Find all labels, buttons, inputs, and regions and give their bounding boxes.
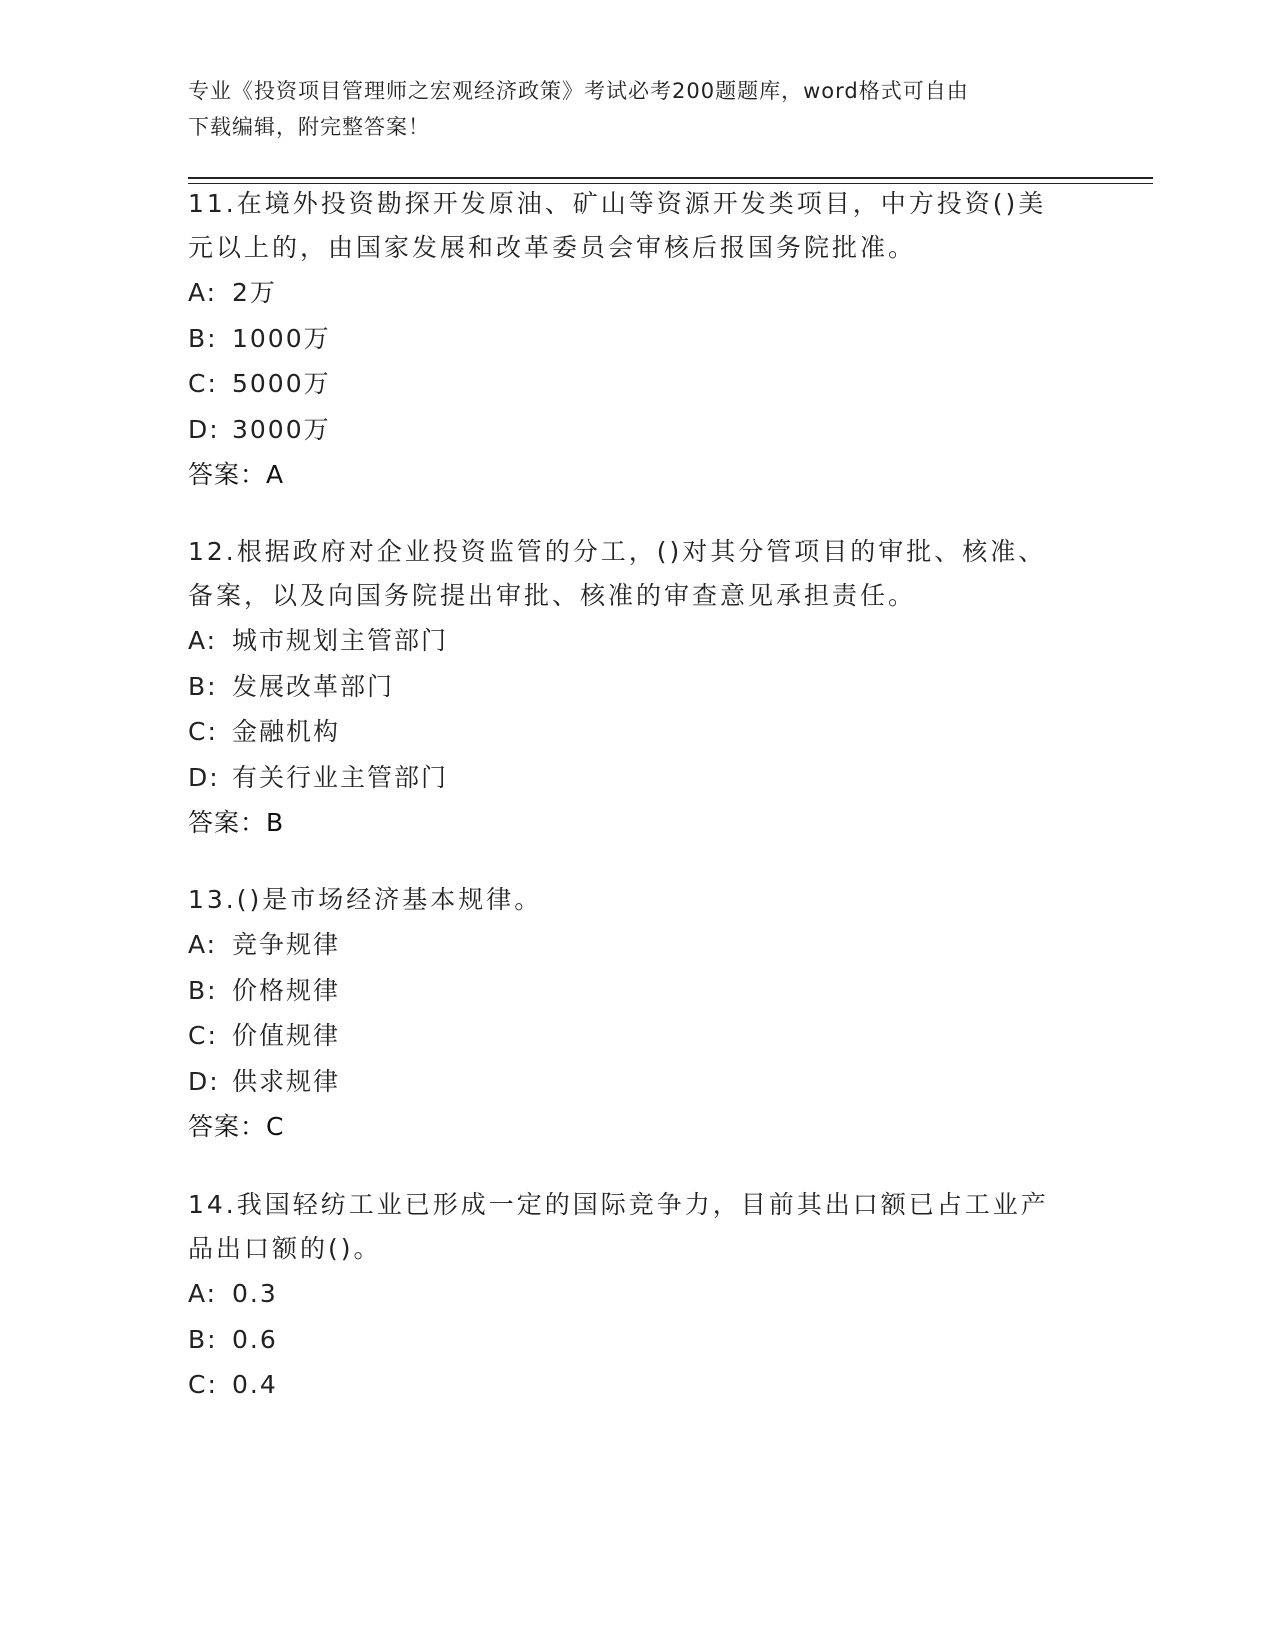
- question-text: 11.在境外投资勘探开发原油、矿山等资源开发类项目，中方投资()美 元以上的，由国家发展和改革委员会审核后报国务院批准。: [188, 189, 1047, 262]
- option-c: C: 0.4: [188, 1370, 278, 1399]
- option-c: C: 价值规律: [188, 1021, 341, 1050]
- answer: 答案：A: [188, 460, 285, 489]
- option-a: A: 竞争规律: [188, 930, 341, 959]
- option-b: B: 发展改革部门: [188, 671, 395, 701]
- option-d: D: 3000万: [188, 414, 331, 444]
- header-line-1: 专业《投资项目管理师之宏观经济政策》考试必考200题题库，word格式可自由: [188, 79, 969, 103]
- question-text: 12.根据政府对企业投资监管的分工，()对其分管项目的审批、核准、 备案，以及向国务院提出审批、核准的审查意见承担责任。: [188, 537, 1047, 610]
- option-b: B: 0.6: [188, 1324, 278, 1354]
- option-b: B: 价格规律: [188, 975, 341, 1005]
- question-12: [188, 530, 1078, 845]
- question-text: 13.()是市场经济基本规律。: [188, 885, 543, 914]
- answer: 答案：C: [188, 1112, 285, 1141]
- document-header: [188, 73, 1078, 145]
- option-b: B: 1000万: [188, 323, 331, 353]
- option-a: A: 2万: [188, 278, 277, 307]
- question-13: [188, 878, 1078, 1149]
- question-text: 14.我国轻纺工业已形成一定的国际竞争力，目前其出口额已占工业产 品出口额的()。: [188, 1190, 1049, 1263]
- option-c: C: 5000万: [188, 369, 331, 398]
- option-a: A: 城市规划主管部门: [188, 626, 449, 655]
- option-d: D: 有关行业主管部门: [188, 762, 449, 792]
- answer: 答案：B: [188, 808, 285, 837]
- option-d: D: 供求规律: [188, 1066, 341, 1096]
- option-c: C: 金融机构: [188, 717, 341, 746]
- header-divider-thick: [188, 177, 1153, 179]
- question-11: [188, 182, 1078, 497]
- header-line-2: 下载编辑，附完整答案！: [188, 115, 430, 139]
- option-a: A: 0.3: [188, 1279, 278, 1308]
- question-14: [188, 1183, 1078, 1408]
